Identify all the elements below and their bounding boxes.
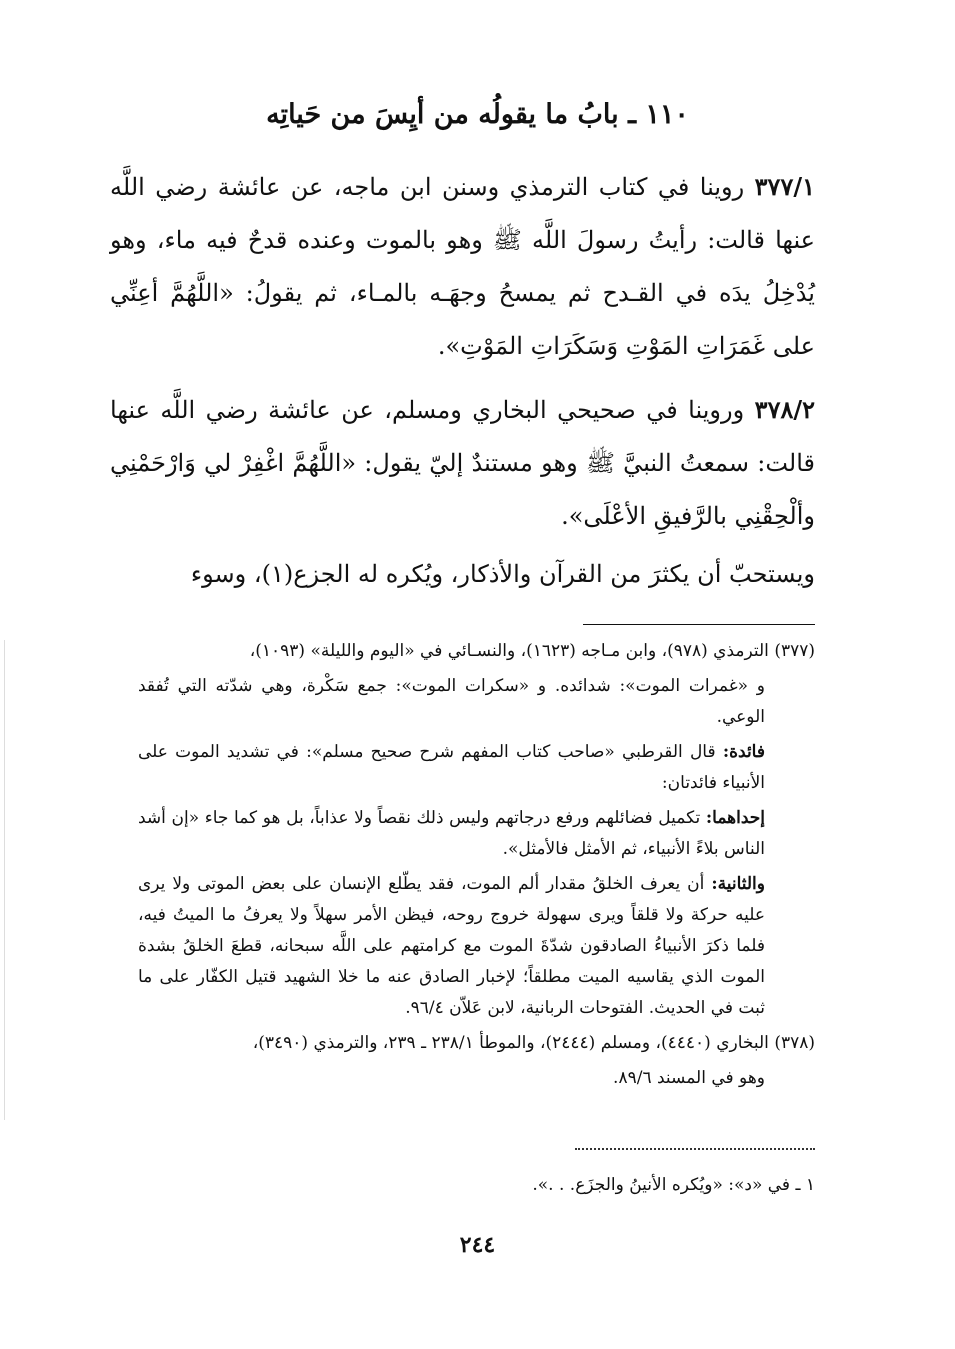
hadith-377-number: ٣٧٧/١ xyxy=(754,172,815,201)
footnote-1: ١ ـ في «د»: «ويُكره الأنينُ والجزَع. . .». xyxy=(532,1175,815,1195)
note-378-sources: (٣٧٨) البخاري (٤٤٤٠)، ومسلم (٢٤٤٤)، والموطأ ٢٣٨/١ ـ ٢٣٩، والترمذي (٣٤٩٠)، xyxy=(252,1033,815,1053)
hadith-378-paragraph xyxy=(110,383,815,543)
hadith-378-text: وروينا في صحيحي البخاري ومسلم، عن عائشة رضي اللَّه عنها قالت: سمعتُ النبيَّ ﷺ وهو مستندٌ إليّ يقول: «اللَّهُمَّ اغْفِرْ لي وَارْحَمْنِي وألْحِقْنِي بالرَّفيقِ الأعْلَى». xyxy=(110,396,815,530)
note-faida xyxy=(138,737,815,799)
footnote-separator xyxy=(575,1148,815,1150)
ihdahuma-text: تكميل فضائلهم ورفع درجاتهم وليس ذلك نقصاً ولا عذاباً، بل هو كما جاء «إن أشد الناس بلاءً الأنبياء، ثم الأمثل فالأمثل». xyxy=(138,808,765,859)
page-number: ٢٤٤ xyxy=(459,1232,496,1258)
notes-section xyxy=(138,636,815,1098)
note-378 xyxy=(138,1028,815,1059)
note-377 xyxy=(138,636,815,667)
continuation-text: ويستحبّ أن يكثرَ من القرآن والأذكار، ويُكره له الجزع(١)، وسوء xyxy=(190,560,815,588)
continuation-paragraph xyxy=(110,548,815,601)
note-377-sources: (٣٧٧) الترمذي (٩٧٨)، وابن مـاجه (١٦٢٣)، والنسـائي في «اليوم والليلة» (١٠٩٣)، xyxy=(249,641,815,661)
ihdahuma-label: إحداهما: xyxy=(705,808,766,828)
note-thaniya xyxy=(138,869,815,1024)
hadith-377-paragraph xyxy=(110,160,815,373)
hadith-377-text: روينا في كتاب الترمذي وسنن ابن ماجه، عن عائشة رضي اللَّه عنها قالت: رأيتُ رسولَ اللَّه ﷺ وهو بالموت وعنده قدحٌ فيه ماء، وهو يُدْخِلُ يدَه في القـدح ثم يمسحُ وجهَـه بالمـاء، ثم يقولُ: «اللَّهُمَّ أعِنِّي على غَمَرَاتِ المَوْتِ وَسَكَرَاتِ المَوْتِ». xyxy=(110,173,815,360)
hadith-378-number: ٣٧٨/٢ xyxy=(754,395,815,424)
thaniya-label: والثانية: xyxy=(711,874,765,894)
note-ihdahuma xyxy=(138,803,815,865)
note-377-gloss: و «غمرات الموت»: شدائده. و «سكرات الموت»: جمع سَكْرة، وهي شدّته التي تُفقد الوعي. xyxy=(138,676,765,727)
faida-text: قال القرطبي «صاحب كتاب المفهم شرح صحيح مسلم»: في تشديد الموت على الأنبياء فائدتان: xyxy=(138,742,765,793)
note-378-musnad: وهو في المسند ٨٩/٦. xyxy=(613,1068,765,1088)
scan-edge-line xyxy=(4,640,5,1120)
chapter-heading: ١١٠ ـ بابُ ما يقولُه من أيِسَ من حَياتِه xyxy=(266,99,689,130)
notes-separator xyxy=(583,624,815,625)
thaniya-text: أن يعرف الخلقُ مقدار ألم الموت، فقد يطّلع الإنسان على بعض الموتى ولا يرى عليه حركة ولا قلقاً ويرى سهولة خروج روحه، فيظن الأمر سهلاً ولا يعرفُ ما الميتُ فيه، فلما ذكرَ الأنبياءُ الصادقون شدّةَ الموت مع كرامتهم على اللَّه سبحانه، قطعَ الخلقُ بشدة الموت الذي يقاسيه الميت مطلقاً؛ لإخبار الصادق عنه ما خلا الشهيد قتيل الكفّار على ما ثبت في الحديث. الفتوحات الربانية، لابن عَلاّن ٩٦/٤. xyxy=(138,874,765,1018)
faida-label: فائدة: xyxy=(722,742,765,762)
